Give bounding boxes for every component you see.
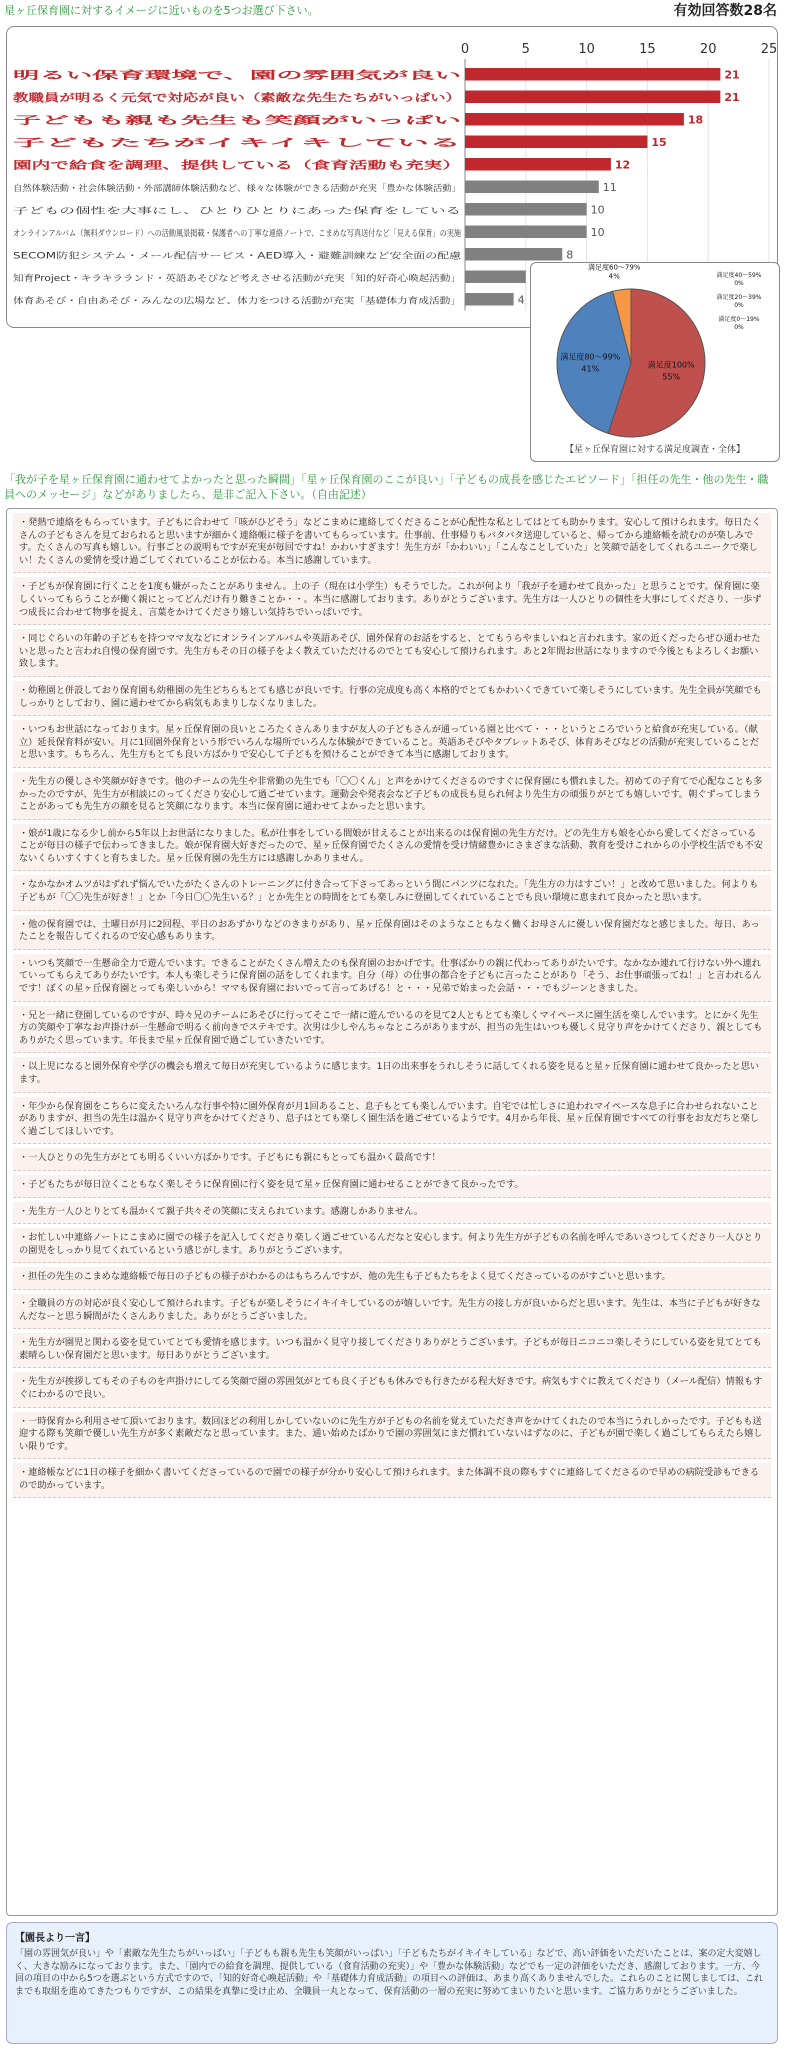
- comment-item: ・子どもが保育園に行くことを1度も嫌がったことがありません。上の子（現在は小学生）もそうでした。これが何より「我が子を通わせて良かった」と思うことです。保育園に楽しくいってもらうことが働く親にとってどんだけ有り難きことか・・。本当に感謝しております。ありがとうございます。先生方は一人ひとりの個性を大事にしてくださり、一歩ずつ成長に合わせて物事を捉え、言葉をかけてくださり嬉しい気持ちでいっぱいです。: [13, 577, 771, 625]
- bar: [465, 248, 562, 261]
- pie-chart-panel: [530, 262, 780, 462]
- category-label: 自然体験活動・社会体験活動・外部講師体験活動など、様々な体験ができる活動が充実「豊かな体験活動」: [13, 183, 422, 194]
- x-tick-label: 10: [578, 42, 595, 57]
- comment-item: ・先生方の優しさや笑顔が好きです。他のチームの先生や非常勤の先生でも「〇〇くん」と声をかけてくださるのですぐに保育園にも慣れました。初めての子育てで心配なことも多かったのですが、先生方が相談にのってくださり安心して過ごせています。運動会や発表会など子どもの成長も見られ何より先生方の頑張りがとても嬉しいです。朝ぐずってしまうことがあっても先生方の顔を見ると笑顔になります。本当に保育園に通わせてよかったと思います。: [13, 772, 771, 820]
- comment-item: ・お忙しい中連絡ノートにこまめに園での様子を記入してくださり楽しく過ごせているんだなと安心します。何より先生方が子どもの名前を呼んであいさつしてくださり一人ひとりの園児をしっかり見てくれているという感じがします。ありがとうございます。: [13, 1228, 771, 1263]
- x-tick-label: 25: [760, 42, 778, 57]
- x-tick-label: 15: [639, 42, 656, 57]
- category-label: 明るい保育環境で、園の雰囲気が良い: [13, 69, 192, 82]
- comment-item: ・発熱で連絡をもらっています。子どもに合わせて「咳がひどそう」などこまめに連絡してくださることが心配性な私としてはとても助かります。安心して預けられます。毎日たくさんの子どもさんを見ておられると思いますが細かく連絡帳に様子を書いてもらっています。仕事前、仕事帰りもバタバタ送迎していると、帰ってから連絡帳を読むのが楽しみです。たくさんの写真も嬉しい。行事ごとの説明もですが充実が毎回ですね！かわいすぎます！先生方が「かわいい」「こんなことしていた」と笑顔で話をしてくれるユニークで楽しい！たくさんの愛情を受け過ごしてくれていることが伝わる。本当に感謝しています。: [13, 513, 771, 573]
- value-label: 8: [566, 248, 574, 262]
- category-label: オンラインアルバム（無料ダウンロード）への活動風景掲載・保護者への丁寧な連絡ノートで、こまめな写真送付など「見える保育」の実施: [13, 228, 547, 239]
- pie-zero-pct: 0%: [734, 302, 744, 309]
- category-label: 園内で給食を調理、提供している（食育活動も充実）: [13, 159, 265, 172]
- bar: [465, 91, 720, 104]
- pie-slice-label: 満足度80〜99%: [560, 352, 621, 362]
- comment-item: ・連絡帳などに1日の様子を細かく書いてくださっているので園での様子が分かり安心して預けられます。また体調不良の際もすぐに連絡してくださるので早めの病院受診もできるので助かっています。: [13, 1463, 771, 1498]
- comment-item: ・幼稚園と併設しており保育園も幼稚園の先生どちらもとても感じが良いです。行事の完成度も高く本格的でとてもかわいくできていて楽しそうにしています。先生全員が笑顔でもしっかりとしており、園に通わせてから病気もあまりしなくなりました。: [13, 681, 771, 716]
- pie-zero-label: 満足度20〜39%: [716, 294, 762, 301]
- principal-message-text: 「園の雰囲気が良い」や「素敵な先生たちがいっぱい」「子どもも親も先生も笑顔がいっぱい」「子どもたちがイキイキしている」などで、高い評価をいただいたことは、案の定大変嬉しく、大きな励みになっております。また、「園内での給食を調理、提供している（食育活動の充実）」や「豊かな体験活動」などでも一定の評価をいただき、感謝しております。一方、今回の項目の中から5つを選ぶという方式ですので、「知的好奇心喚起活動」や「基礎体力育成活動」の項目への評価は、あまり高くありませんでした。これらのことに関しましては、これまでも取組を進めてきたつもりですが、この結果を真摯に受け止め、全職員一丸となって、保育活動の一層の充実に努めてまいりたいと思います。ご協力ありがとうございました。: [15, 1949, 764, 1997]
- category-label: 知育Project・キラキラランド・英語あそびなど考えさせる活動が充実「知的好奇心喚起活動」: [13, 273, 374, 284]
- comment-item: ・他の保育園では、土曜日が月に2回程、平日のおあずかりなどのきまりがあり、星ヶ丘保育園はそのようなこともなく働くお母さんに優しい保育園だなと感じました。毎日、あったことを報告してくれるので安心感もあります。: [13, 915, 771, 950]
- survey-question: 星ヶ丘保育園に対するイメージに近いものを5つお選び下さい。: [4, 4, 319, 17]
- pie-slice-pct: 55%: [662, 372, 681, 382]
- comment-item: ・一人ひとりの先生方がとても明るくいい方ばかりです。子どもにも親にもとっても温かく最高です！: [13, 1148, 771, 1171]
- comment-item: ・年少から保育園をこちらに変えたいろんな行事や特に園外保育が月1回あること、息子もとても楽しんでいます。自宅では忙しさに追われマイペースな息子に合わせられないことがありますが、担当の先生は温かく見守り声をかけてくださり、息子はとても楽しく園生活を過ごせているようです。4月から年長、星ヶ丘保育園ですべての行事をお友だちと楽しく過ごしてほしいです。: [13, 1097, 771, 1145]
- value-label: 12: [614, 158, 631, 172]
- bar: [465, 226, 587, 239]
- value-label: 10: [590, 225, 605, 239]
- bar: [465, 113, 684, 126]
- bar: [465, 68, 720, 81]
- comment-item: ・先生方が園児と関わる姿を見ていてとても愛情を感じます。いつも温かく見守り接してくださりありがとうございます。子どもが毎日ニコニコ楽しそうにしている姿を見てとても素晴らしい保育園だと思います。毎日ありがとうございます。: [13, 1333, 771, 1368]
- principal-message-title: 【園長より一言】: [15, 1933, 95, 1944]
- pie-zero-pct: 0%: [734, 280, 744, 287]
- comment-item: ・なかなかオムツがはずれず悩んでいたがたくさんのトレーニングに付き合って下さってあっという間にパンツになれた。「先生方の力はすごい！」と改めて思いました。何よりも子どもが「〇〇先生が好き！」とか「今日〇〇先生いる？」とか先生との時間をとても楽しみに登園してくれていることでも良い環境に恵まれて良かったと思います。: [13, 875, 771, 910]
- comment-item: ・同じぐらいの年齢の子どもを持つママ友などにオンラインアルバムや英語あそび、園外保育のお話をすると、とてもうらやましいねと言われます。家の近くだったらぜひ通わせたいと思ったと言われ自慢の保育園です。先生方もその日の様子をよく教えていただけるのでとても安心して預けられます。あと2年間お世話になりますので今後ともよろしくお願い致します。: [13, 629, 771, 677]
- principal-message: [6, 1922, 778, 2044]
- pie-zero-pct: 0%: [734, 324, 744, 331]
- comment-item: ・娘が1歳になる少し前から5年以上お世話になりました。私が仕事をしている間娘が甘えることが出来るのは保育園の先生方だけ。どの先生方も娘を心から愛してくださっていることが毎日の様子で伝わってきました。娘が保育園大好きだったので、星ヶ丘保育園でたくさんの愛情を受け情緒豊かにさまざまな活動、教育を受けこれからの小学校生活でも不安ないくらいすくすくと育ちました。星ヶ丘保育園の先生方には感謝しかありません。: [13, 824, 771, 872]
- x-tick-label: 20: [699, 42, 717, 57]
- pie-slice-label: 満足度100%: [647, 360, 695, 370]
- value-label: 10: [590, 203, 605, 217]
- pie-slice-pct: 41%: [581, 364, 600, 374]
- pie-zero-label: 満足度0〜19%: [718, 316, 760, 323]
- value-label: 15: [651, 135, 667, 149]
- value-label: 11: [602, 180, 617, 194]
- bar: [465, 136, 647, 149]
- comment-item: ・先生方一人ひとりとても温かくて親子共々その笑顔に支えられています。感謝しかありません。: [13, 1202, 771, 1225]
- category-label: 子どもも親も先生も笑顔がいっぱい: [13, 114, 181, 127]
- respondent-count: 有効回答数28名: [673, 3, 777, 19]
- category-label: 子どもの個性を大事にし、ひとりひとりにあった保育をしている: [13, 206, 260, 217]
- pie-slice-label: 満足度60〜79%: [587, 263, 641, 272]
- pie-zero-label: 満足度40〜59%: [716, 272, 762, 279]
- category-label: 教職員が明るく元気で対応が良い（素敵な先生たちがいっぱい）: [13, 91, 318, 104]
- category-label: SECOM防犯システム・メール配信サービス・AED導入・避難訓練など安全面の配慮: [13, 251, 333, 262]
- free-text-question: 「我が子を星ヶ丘保育園に通わせてよかったと思った瞬間」「星ヶ丘保育園のここが良い」「子どもの成長を感じたエピソード」「担任の先生・他の先生・職員へのメッセージ」などがありましたら、是非ご記入下さい。（自由記述）: [4, 473, 769, 501]
- value-label: 18: [687, 113, 704, 127]
- pie-slice-pct: 4%: [608, 272, 620, 281]
- pie-chart: [531, 263, 781, 443]
- comment-item: ・担任の先生のこまめな連絡帳で毎日の子どもの様子がわかるのはもちろんですが、他の先生も子どもたちをよく見てくださっているのがすごいと思います。: [13, 1267, 771, 1290]
- comment-item: ・先生方が挨拶してもその子ものを声掛けにしてる笑顔で園の雰囲気がとても良く子どもも休みでも行きたがる程大好きです。病気もすぐに教えてくださり（メール配信）情報もすぐにわかるので良い。: [13, 1372, 771, 1407]
- comments-list: [6, 508, 778, 1916]
- comment-item: ・子どもたちが毎日泣くこともなく楽しそうに保育園に行く姿を見て星ヶ丘保育園に通わせることができて良かったです。: [13, 1175, 771, 1198]
- x-tick-label: 5: [521, 42, 530, 57]
- pie-chart-title: 【星ヶ丘保育園に対する満足度調査・全体】: [564, 445, 745, 455]
- value-label: 21: [724, 68, 740, 82]
- bar: [465, 158, 611, 171]
- comment-item: ・いつもお世話になっております。星ヶ丘保育園の良いところたくさんありますが友人の子どもさんが通っている園と比べて・・・というところでいうと給食が充実している。（献立）延長保育料が安い。月に1回園外保育という形でいろんな場所でいろんな体験ができていること。英語あそびやタブレットあそび、体育あそびなどの活動が充実していることだと思います。もちろん、先生方もとても良い方ばかりで安心して子どもを預けることができて本当に感謝しております。: [13, 720, 771, 768]
- category-label: 子どもたちがイキイキしている: [13, 136, 461, 149]
- bar: [465, 203, 587, 216]
- comment-item: ・兄と一緒に登園しているのですが、時々兄のチームにあそびに行ってそこで一緒に遊んでいるのを見て2人ともとても楽しくマイペースに園生活を楽しんでいます。とにかく先生方の笑顔や丁寧なお声掛けが一生懸命で明るく前向きでステキです。次男は少しやんちゃなところがありますが、担当の先生はいつも優しく見守り声をかけてくださり、親としてもありがたく思っています。年長まで星ヶ丘保育園で過ごしていきたいです。: [13, 1006, 771, 1054]
- comment-item: ・以上児になると園外保育や学びの機会も増えて毎日が充実しているように感じます。1日の出来事をうれしそうに話してくれる姿を見ると星ヶ丘保育園に通わせて良かったと思います。: [13, 1057, 771, 1092]
- bar: [465, 293, 514, 306]
- comment-item: ・全職員の方の対応が良く安心して預けられます。子どもが楽しそうにイキイキしているのが嬉しいです。先生方の接し方が良いからだと思います。先生は、本当に子どもが好きなんだなーと思う瞬間がたくさんありました。ありがとうございました。: [13, 1294, 771, 1329]
- comment-item: ・いつも笑顔で一生懸命全力で遊んでいます。できることがたくさん増えたのも保育園のおかげです。仕事ばかりの親に代わってありがたいです。なかなか連れて行けない外へ連れていってもらえてありがたいです。本人も楽しそうに保育園の話をしてくれます。自分（母）の仕事の都合を子どもに言ったことがあり「そう、お仕事頑張ってね！」と言われるんです！ぼくの星ヶ丘保育園とっても楽しいから！ママも保育園においでって言ってあげる！と・・・兄弟で始まった会話・・・でもジーンときました。: [13, 954, 771, 1002]
- value-label: 21: [724, 90, 740, 104]
- category-label: 体育あそび・自由あそび・みんなの広場など、体力をつける活動が充実「基礎体力育成活動」: [13, 296, 371, 307]
- bar: [465, 181, 599, 194]
- x-tick-label: 0: [460, 42, 470, 57]
- comment-item: ・一時保育から利用させて頂いております。数回ほどの利用しかしていないのに先生方が子どもの名前を覚えていただき声をかけてくれたので本当にうれしかったです。子どもも送迎する際も笑顔で優しい先生方が多く素敵だなと思っています。また、通い始めたばかりで園の雰囲気にまだ慣れていないはずなのに、子どもが園で楽しく過ごしてもらえたら嬉しい限りです。: [13, 1412, 771, 1460]
- value-label: 4: [517, 293, 525, 307]
- bar: [465, 271, 526, 284]
